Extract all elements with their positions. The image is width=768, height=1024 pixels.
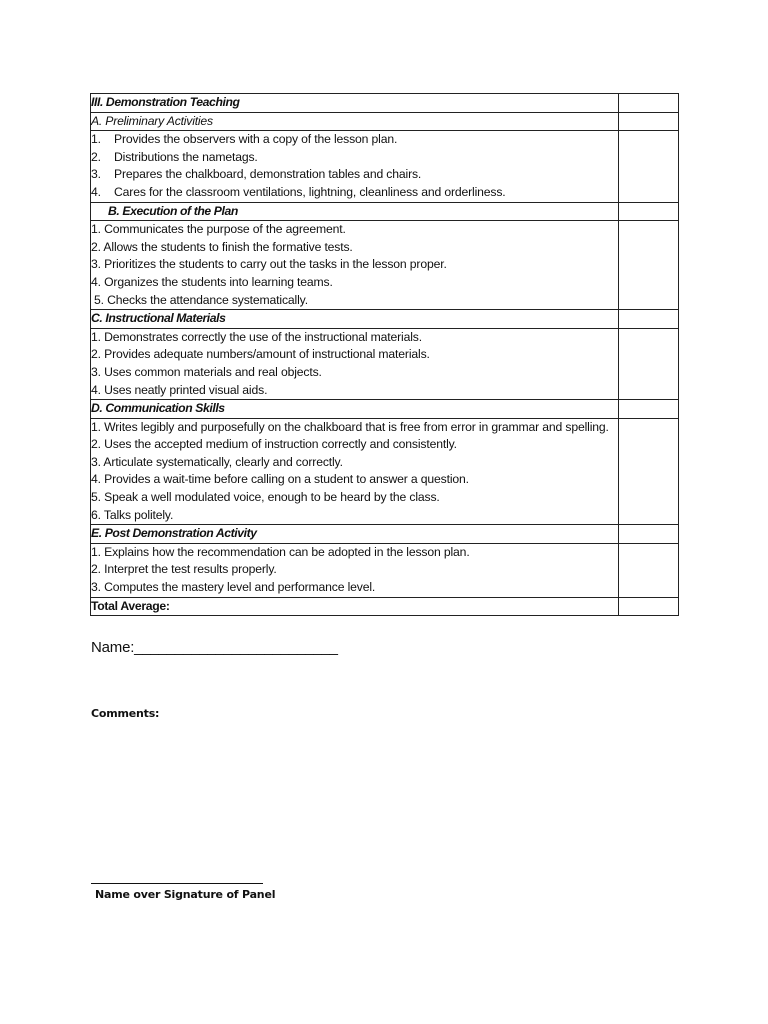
- score-cell[interactable]: [619, 543, 679, 597]
- list-item: 3. Prepares the chalkboard, demonstration tables and chairs.: [91, 167, 422, 182]
- evaluation-table: [90, 93, 679, 616]
- list-item: 4. Organizes the students into learning teams.: [91, 274, 333, 289]
- list-item: 1. Communicates the purpose of the agreement.: [91, 222, 346, 237]
- score-cell[interactable]: [619, 400, 679, 419]
- list-item: 5. Speak a well modulated voice, enough to be heard by the class.: [91, 490, 440, 505]
- score-cell[interactable]: [619, 202, 679, 221]
- execution-title: B. Execution of the Plan: [91, 202, 619, 221]
- signature-line: [91, 883, 263, 884]
- list-item: 6. Talks politely.: [91, 507, 174, 522]
- list-item: 4. Cares for the classroom ventilations, lightning, cleanliness and orderliness.: [91, 184, 506, 199]
- comments-label: Comments:: [91, 707, 160, 720]
- total-average-label: Total Average:: [91, 597, 619, 616]
- score-cell[interactable]: [619, 310, 679, 329]
- post-items: [91, 543, 619, 597]
- list-item: 3. Computes the mastery level and performance level.: [91, 580, 376, 595]
- section-header-row: [91, 94, 679, 113]
- list-item: 3. Prioritizes the students to carry out the tasks in the lesson proper.: [91, 257, 447, 272]
- name-field[interactable]: Name:_________________________: [91, 639, 338, 656]
- score-cell[interactable]: [619, 328, 679, 399]
- list-item: 2. Distributions the nametags.: [91, 149, 258, 164]
- list-item: 2. Allows the students to finish the formative tests.: [91, 239, 353, 254]
- execution-items: [91, 221, 619, 310]
- list-item: 4. Provides a wait-time before calling on a student to answer a question.: [91, 472, 469, 487]
- list-item: 3. Uses common materials and real objects.: [91, 364, 322, 379]
- communication-header-row: [91, 400, 679, 419]
- section-title: III. Demonstration Teaching: [91, 94, 619, 113]
- list-item: 1. Provides the observers with a copy of the lesson plan.: [91, 132, 398, 147]
- communication-title: D. Communication Skills: [91, 400, 619, 419]
- execution-items-row: [91, 221, 679, 310]
- score-cell[interactable]: [619, 418, 679, 525]
- communication-items-row: [91, 418, 679, 525]
- preliminary-items-row: [91, 131, 679, 202]
- list-item: 3. Articulate systematically, clearly and correctly.: [91, 454, 343, 469]
- communication-items: [91, 418, 619, 525]
- preliminary-header-row: [91, 112, 679, 131]
- score-cell[interactable]: [619, 221, 679, 310]
- list-item: 1. Writes legibly and purposefully on the chalkboard that is free from error in grammar and spelling.: [91, 419, 609, 434]
- list-item: 2. Provides adequate numbers/amount of instructional materials.: [91, 347, 430, 362]
- materials-title: C. Instructional Materials: [91, 310, 619, 329]
- post-header-row: [91, 525, 679, 544]
- list-item: 2. Interpret the test results properly.: [91, 562, 277, 577]
- signature-label: Name over Signature of Panel: [95, 888, 276, 901]
- execution-header-row: [91, 202, 679, 221]
- total-average-cell[interactable]: [619, 597, 679, 616]
- score-cell[interactable]: [619, 94, 679, 113]
- list-item: 1. Explains how the recommendation can be adopted in the lesson plan.: [91, 544, 470, 559]
- preliminary-title: A. Preliminary Activities: [91, 112, 619, 131]
- list-item: 1. Demonstrates correctly the use of the instructional materials.: [91, 329, 422, 344]
- list-item: 2. Uses the accepted medium of instruction correctly and consistently.: [91, 437, 457, 452]
- post-items-row: [91, 543, 679, 597]
- preliminary-items: [91, 131, 619, 202]
- post-title: E. Post Demonstration Activity: [91, 525, 619, 544]
- materials-items-row: [91, 328, 679, 399]
- score-cell[interactable]: [619, 112, 679, 131]
- list-item: 5. Checks the attendance systematically.: [94, 292, 308, 307]
- materials-header-row: [91, 310, 679, 329]
- total-row: [91, 597, 679, 616]
- materials-items: [91, 328, 619, 399]
- score-cell[interactable]: [619, 131, 679, 202]
- list-item: 4. Uses neatly printed visual aids.: [91, 382, 268, 397]
- score-cell[interactable]: [619, 525, 679, 544]
